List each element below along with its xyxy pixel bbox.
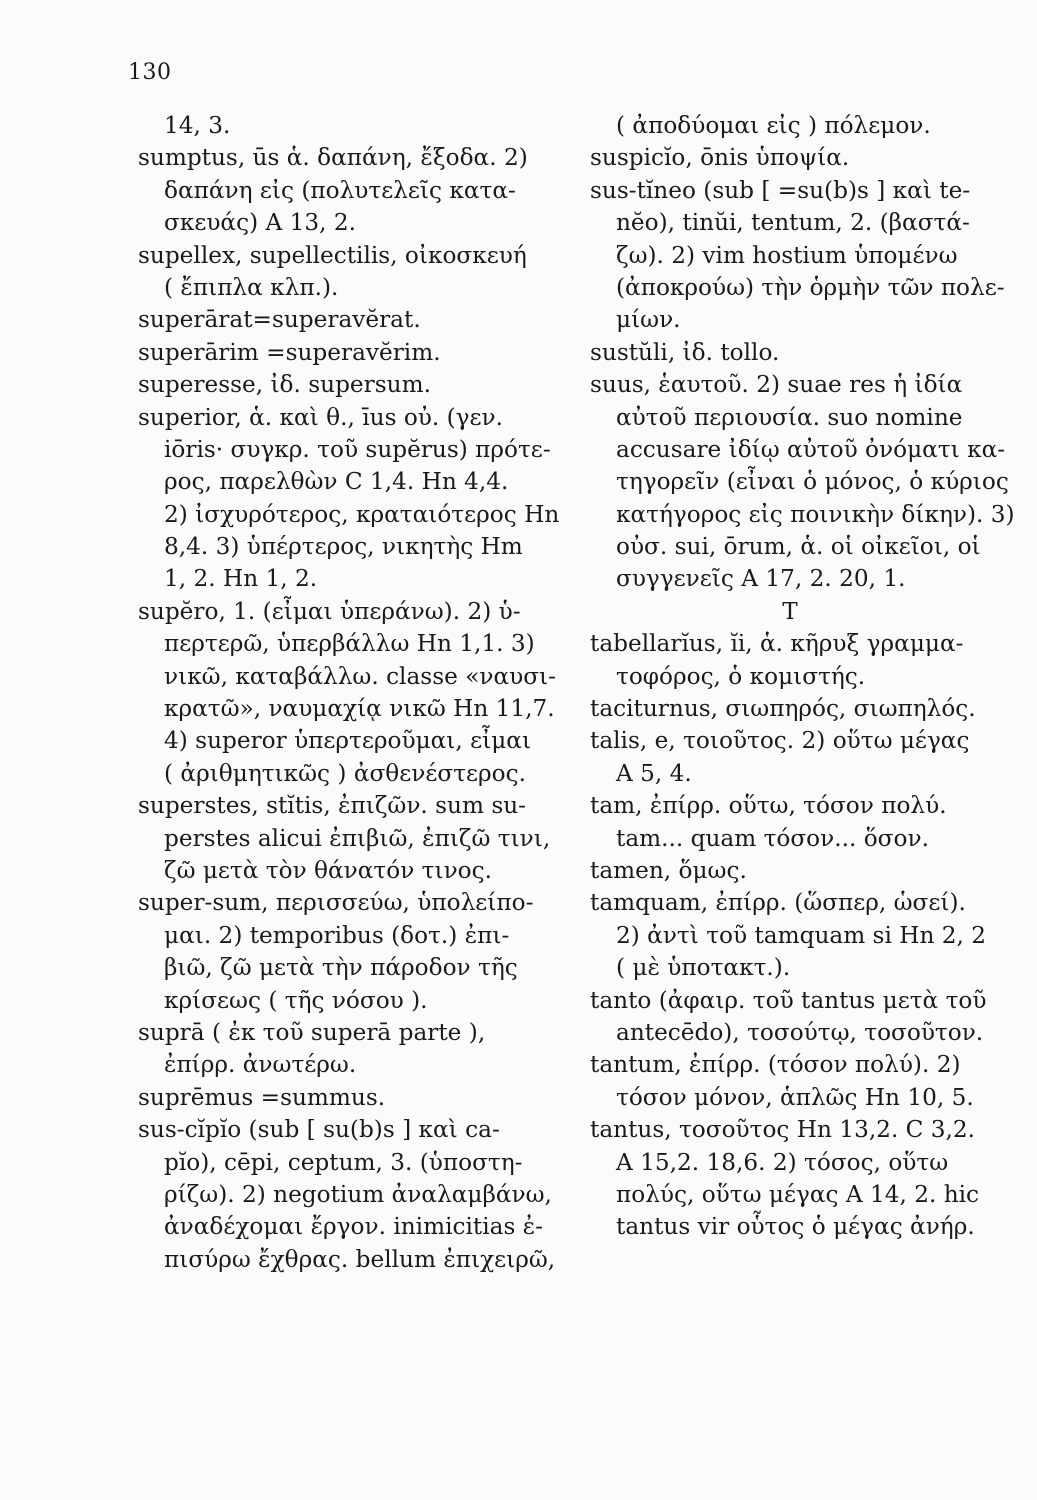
- entry-headword-line: superārim =superavĕrim.: [138, 338, 441, 366]
- entry-continuation-line: περτερῶ, ὑπερβάλλω Hn 1,1. 3): [164, 630, 535, 658]
- entry-continuation-line: βιῶ, ζῶ μετὰ τὴν πάροδον τῆς: [164, 954, 518, 982]
- entry-headword-line: tamquam, ἐπίρρ. (ὥσπερ, ὡσεί).: [590, 889, 966, 917]
- entry-continuation-line: 2) ἀντὶ τοῦ tamquam si Hn 2, 2: [616, 921, 987, 949]
- right-column: [590, 110, 1030, 1244]
- entry-headword-line: tabellarĭus, ĭi, ἁ. κῆρυξ γραμμα-: [590, 630, 964, 658]
- entry-continuation-line: συγγενεῖς A 17, 2. 20, 1.: [616, 565, 906, 593]
- section-letter: T: [782, 597, 798, 625]
- page-number: 130: [128, 60, 172, 85]
- entry-headword-line: supĕro, 1. (εἶμαι ὑπεράνω). 2) ὑ-: [138, 597, 521, 625]
- entry-headword-line: tamen, ὅμως.: [590, 856, 747, 884]
- entry-continuation-line: (ἀποκρούω) τὴν ὁρμὴν τῶν πολε-: [616, 273, 1005, 301]
- entry-continuation-line: ρος, παρελθὼν C 1,4. Hn 4,4.: [164, 468, 509, 496]
- entry-continuation-line: tantus vir οὗτος ὁ μέγας ἀνήρ.: [616, 1213, 975, 1241]
- entry-continuation-line: αὐτοῦ περιουσία. suo nomine: [616, 403, 963, 431]
- entry-continuation-line: A 15,2. 18,6. 2) τόσος, οὕτω: [616, 1148, 949, 1176]
- entry-headword-line: taciturnus, σιωπηρός, σιωπηλός.: [590, 695, 976, 723]
- entry-continuation-line: ( ἀποδύομαι εἰς ) πόλεμον.: [616, 112, 931, 139]
- entry-continuation-line: pĭo), cēpi, ceptum, 3. (ὑποστη-: [164, 1148, 523, 1176]
- entry-continuation-line: ἐπίρρ. ἀνωτέρω.: [164, 1051, 357, 1079]
- entry-continuation-line: 4) superor ὑπερτεροῦμαι, εἶμαι: [164, 727, 532, 755]
- entry-continuation-line: πισύρω ἔχθρας. bellum ἐπιχειρῶ,: [164, 1245, 556, 1273]
- entry-continuation-line: τηγορεῖν (εἶναι ὁ μόνος, ὁ κύριος: [616, 468, 1009, 496]
- entry-headword-line: superārat=superavĕrat.: [138, 306, 421, 334]
- entry-continuation-line: δαπάνη εἰς (πολυτελεῖς κατα-: [164, 176, 516, 204]
- entry-continuation-line: ἀναδέχομαι ἔργον. inimicitias ἐ-: [164, 1213, 543, 1241]
- entry-continuation-line: ( μὲ ὑποτακτ.).: [616, 954, 791, 982]
- entry-headword-line: tanto (ἀφαιρ. τοῦ tantus μετὰ τοῦ: [590, 986, 987, 1014]
- entry-continuation-line: πολύς, οὕτω μέγας A 14, 2. hic: [616, 1180, 980, 1208]
- entry-headword-line: suus, ἑαυτοῦ. 2) suae res ἡ ἰδία: [590, 371, 963, 399]
- entry-continuation-line: μαι. 2) temporibus (δοτ.) ἐπι-: [164, 921, 510, 949]
- entry-continuation-line: 8,4. 3) ὑπέρτερος, νικητὴς Hm: [164, 533, 523, 561]
- entry-continuation-line: ζῶ μετὰ τὸν θάνατόν τινος.: [164, 856, 492, 884]
- entry-continuation-line: ρίζω). 2) negotium ἀναλαμβάνω,: [164, 1180, 552, 1208]
- entry-headword-line: superior, ἁ. καὶ θ., īus οὐ. (γεν.: [138, 403, 504, 431]
- entry-headword-line: sus-tĭneo (sub [ =su(b)s ] καὶ te-: [590, 176, 971, 204]
- entry-headword-line: talis, e, τοιοῦτος. 2) οὕτω μέγας: [590, 727, 970, 755]
- entry-continuation-line: antecēdo), τοσούτῳ, τοσοῦτον.: [616, 1018, 984, 1046]
- entry-continuation-line: κρατῶ», ναυμαχίᾳ νικῶ Hn 11,7.: [164, 695, 555, 723]
- entry-headword-line: tantum, ἐπίρρ. (τόσον πολύ). 2): [590, 1051, 961, 1079]
- entry-continuation-line: 14, 3.: [164, 112, 231, 139]
- left-column: [138, 110, 578, 1276]
- entry-headword-line: sumptus, ūs ἁ. δαπάνη, ἔξοδα. 2): [138, 144, 528, 172]
- entry-continuation-line: iōris· συγκρ. τοῦ supĕrus) πρότε-: [164, 435, 551, 463]
- entry-continuation-line: κρίσεως ( τῆς νόσου ).: [164, 986, 428, 1014]
- entry-headword-line: supellex, supellectilis, οἰκοσκευή: [138, 241, 527, 269]
- entry-continuation-line: 1, 2. Hn 1, 2.: [164, 565, 318, 593]
- entry-continuation-line: σκευάς) A 13, 2.: [164, 209, 356, 237]
- entry-headword-line: tantus, τοσοῦτος Hn 13,2. C 3,2.: [590, 1116, 976, 1144]
- entry-headword-line: sustŭli, ἰδ. tollo.: [590, 338, 780, 366]
- entry-continuation-line: tam... quam τόσον... ὅσον.: [616, 824, 929, 852]
- entry-continuation-line: nĕo), tinŭi, tentum, 2. (βαστά-: [616, 209, 970, 237]
- entry-continuation-line: accusare ἰδίῳ αὐτοῦ ὀνόματι κα-: [616, 435, 1006, 463]
- entry-continuation-line: τοφόρος, ὁ κομιστής.: [616, 662, 866, 690]
- entry-continuation-line: ( ἔπιπλα κλπ.).: [164, 273, 339, 301]
- entry-headword-line: super-sum, περισσεύω, ὑπολείπο-: [138, 889, 534, 917]
- entry-continuation-line: οὐσ. sui, ōrum, ἁ. οἱ οἰκεῖοι, οἱ: [616, 533, 981, 561]
- entry-continuation-line: ( ἀριθμητικῶς ) ἀσθενέστερος.: [164, 759, 526, 787]
- entry-headword-line: suprēmus =summus.: [138, 1083, 386, 1111]
- entry-continuation-line: A 5, 4.: [616, 759, 692, 787]
- entry-continuation-line: 2) ἰσχυρότερος, κραταιότερος Hn: [164, 500, 560, 528]
- entry-continuation-line: κατήγορος εἰς ποινικὴν δίκην). 3): [616, 500, 1015, 528]
- entry-headword-line: sus-cĭpĭo (sub [ su(b)s ] καὶ ca-: [138, 1116, 500, 1144]
- entry-headword-line: superesse, ἰδ. supersum.: [138, 371, 431, 399]
- entry-headword-line: suspicĭo, ōnis ὑποψία.: [590, 144, 850, 172]
- entry-continuation-line: τόσον μόνον, ἁπλῶς Hn 10, 5.: [616, 1083, 974, 1111]
- entry-continuation-line: perstes alicui ἐπιβιῶ, ἐπιζῶ τινι,: [164, 824, 551, 852]
- entry-continuation-line: μίων.: [616, 306, 681, 334]
- entry-headword-line: tam, ἐπίρρ. οὕτω, τόσον πολύ.: [590, 792, 947, 820]
- entry-headword-line: superstes, stĭtis, ἐπιζῶν. sum su-: [138, 792, 527, 820]
- entry-continuation-line: νικῶ, καταβάλλω. classe «ναυσι-: [164, 662, 556, 690]
- entry-headword-line: suprā ( ἐκ τοῦ superā parte ),: [138, 1018, 486, 1046]
- entry-continuation-line: ζω). 2) vim hostium ὑπομένω: [616, 241, 958, 269]
